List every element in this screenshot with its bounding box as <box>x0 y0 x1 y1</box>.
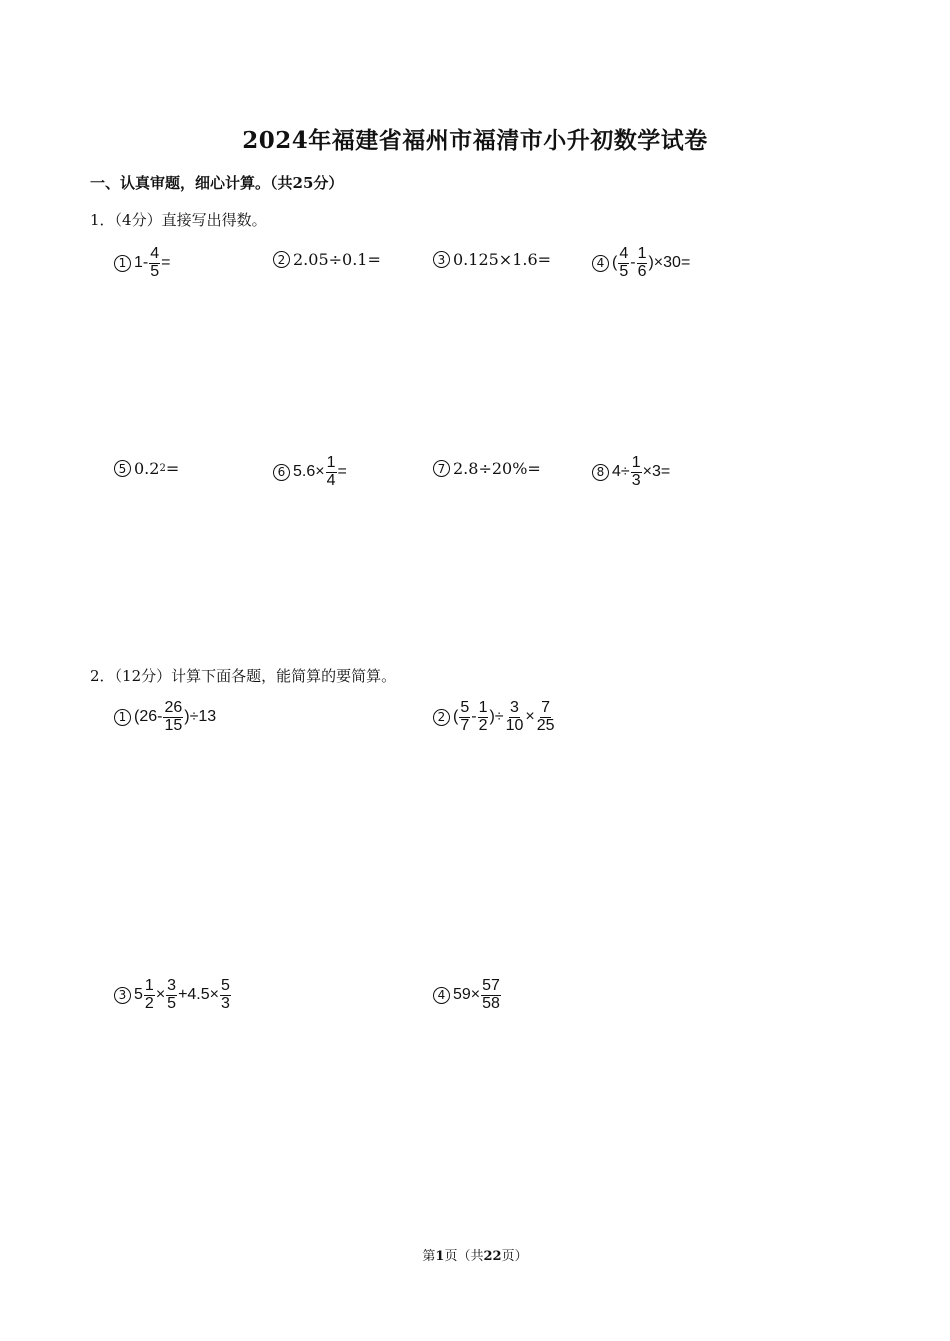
current-page: 1 <box>435 1249 445 1264</box>
q1-item-7 <box>433 459 541 478</box>
expr-text: = <box>165 459 180 478</box>
q1-item-1 <box>114 246 170 281</box>
numerator: 5 <box>221 977 230 994</box>
fraction <box>481 978 501 1013</box>
expr-text: 2.8÷20%= <box>453 459 541 478</box>
numerator: 1 <box>631 454 641 471</box>
expr-text: 0.125×1.6= <box>453 250 552 269</box>
question-2-header <box>90 665 396 686</box>
numerator: 3 <box>510 699 519 716</box>
expr-text: = <box>337 463 347 481</box>
denominator: 6 <box>637 262 647 280</box>
fraction <box>505 700 525 735</box>
numerator: 1 <box>478 699 488 716</box>
expr-text: (26- <box>134 708 163 726</box>
section-heading: 一、认真审题，细心计算。（共25分） <box>90 174 344 192</box>
fraction <box>637 246 648 281</box>
q2-item-2 <box>433 700 557 735</box>
circled-number: 2 <box>273 251 290 268</box>
fraction <box>618 246 629 281</box>
question-points: （12分） <box>114 667 172 685</box>
question-number: 1． <box>90 211 115 229</box>
whole-part: 5 <box>134 986 143 1004</box>
expr-text: × <box>525 708 535 726</box>
denominator: 5 <box>150 262 160 280</box>
denominator: 3 <box>631 471 641 489</box>
expr-text: 1- <box>134 254 149 272</box>
expr-text: 5.6× <box>293 463 325 481</box>
numerator: 4 <box>619 245 629 262</box>
circled-number: 4 <box>592 255 609 272</box>
fraction <box>326 455 337 490</box>
question-number: 2． <box>90 667 115 685</box>
expr-text: +4.5× <box>178 986 219 1004</box>
fraction <box>144 978 155 1013</box>
question-points: （4分） <box>114 211 162 229</box>
q2-item-1 <box>114 700 216 735</box>
expr-text: - <box>471 708 477 726</box>
expr-text: 59× <box>453 986 481 1004</box>
fraction <box>220 978 231 1013</box>
fraction <box>536 700 556 735</box>
expr-text: ( <box>453 708 459 726</box>
circled-number: 1 <box>114 709 131 726</box>
expr-text: 4÷ <box>612 463 630 481</box>
circled-number: 6 <box>273 464 290 481</box>
mixed-number <box>134 978 156 1013</box>
expr-text: × <box>155 986 166 1004</box>
numerator: 5 <box>460 699 470 716</box>
question-instruction: 直接写出得数。 <box>161 211 267 229</box>
circled-number: 3 <box>114 987 131 1004</box>
denominator: 2 <box>144 994 154 1012</box>
page-title: 2024年福建省福州市福清市小升初数学试卷 <box>242 127 708 154</box>
q1-item-4 <box>592 246 690 281</box>
expr-text: = <box>161 254 171 272</box>
q2-item-4 <box>433 978 502 1013</box>
q1-item-5 <box>114 459 179 478</box>
denominator: 5 <box>619 262 629 280</box>
expr-text: )÷13 <box>184 708 217 726</box>
fraction <box>478 700 489 735</box>
numerator: 1 <box>637 245 647 262</box>
denominator: 25 <box>536 716 555 734</box>
denominator: 4 <box>326 471 336 489</box>
expr-text: - <box>630 254 636 272</box>
fraction <box>631 455 642 490</box>
numerator: 3 <box>167 977 177 994</box>
circled-number: 1 <box>114 255 131 272</box>
exponent: 2 <box>159 463 166 474</box>
fraction <box>166 978 177 1013</box>
question-1-header <box>90 209 267 230</box>
numerator: 1 <box>326 454 336 471</box>
circled-number: 4 <box>433 987 450 1004</box>
question-instruction: 计算下面各题，能简算的要简算。 <box>171 667 397 685</box>
numerator: 7 <box>541 699 551 716</box>
denominator: 3 <box>221 994 230 1012</box>
circled-number: 2 <box>433 709 450 726</box>
expr-text: 0.2 <box>134 459 160 478</box>
page-footer <box>0 1245 950 1264</box>
q1-item-2 <box>273 250 381 269</box>
fraction <box>459 700 470 735</box>
circled-number: 8 <box>592 464 609 481</box>
q1-item-6 <box>273 455 347 490</box>
circled-number: 3 <box>433 251 450 268</box>
footer-text: 页） <box>501 1249 528 1264</box>
total-pages: 22 <box>483 1249 502 1264</box>
denominator: 5 <box>167 994 177 1012</box>
denominator: 10 <box>505 716 524 734</box>
denominator: 15 <box>164 716 183 734</box>
expr-text: 2.05÷0.1= <box>293 250 381 269</box>
denominator: 58 <box>482 994 500 1012</box>
circled-number: 5 <box>114 460 131 477</box>
numerator: 57 <box>482 977 500 994</box>
fraction <box>163 700 183 735</box>
q1-item-8 <box>592 455 670 490</box>
denominator: 7 <box>460 716 470 734</box>
footer-text: 页（共 <box>444 1249 484 1264</box>
expr-text: ×3= <box>642 463 671 481</box>
expr-text: )×30= <box>648 254 691 272</box>
q2-item-3 <box>114 978 232 1013</box>
circled-number: 7 <box>433 460 450 477</box>
denominator: 2 <box>478 716 488 734</box>
numerator: 1 <box>144 977 154 994</box>
footer-text: 第 <box>422 1249 436 1264</box>
expr-text: )÷ <box>489 708 504 726</box>
numerator: 4 <box>150 245 160 262</box>
q1-item-3 <box>433 250 551 269</box>
numerator: 26 <box>164 699 183 716</box>
fraction <box>149 246 160 281</box>
expr-text: ( <box>612 254 618 272</box>
